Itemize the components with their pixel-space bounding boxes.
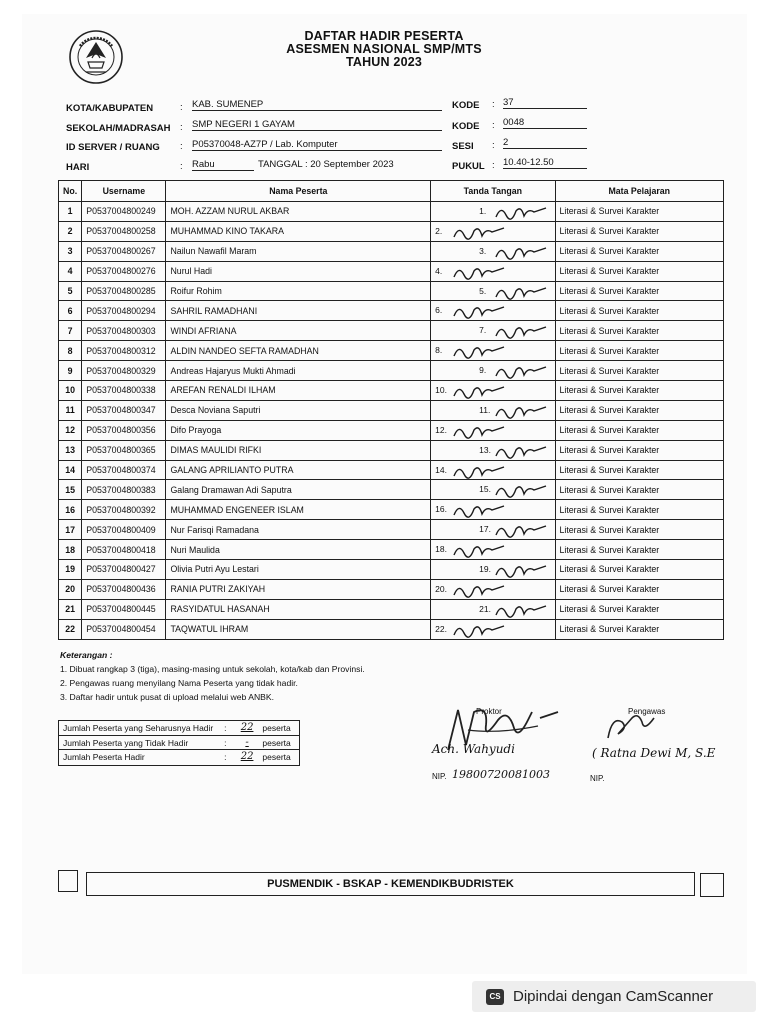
cell-no: 1 [59, 202, 82, 222]
table-row [59, 579, 724, 599]
cell-no: 16 [59, 500, 82, 520]
cell-nama: Nur Farisqi Ramadana [166, 520, 431, 540]
handwritten-signature [493, 402, 549, 420]
kota-value: KAB. SUMENEP [192, 99, 442, 111]
signature-number: 8. [435, 345, 443, 356]
cell-no: 17 [59, 520, 82, 540]
cell-nama: Galang Dramawan Adi Saputra [166, 480, 431, 500]
signature-number: 12. [435, 424, 447, 435]
cell-mata-pelajaran: Literasi & Survei Karakter [555, 440, 724, 460]
summary-colon: : [224, 752, 227, 762]
signature-number: 18. [435, 544, 447, 555]
cell-username: P0537004800294 [82, 301, 166, 321]
cell-nama: RANIA PUTRI ZAKIYAH [166, 579, 431, 599]
handwritten-signature [451, 621, 507, 639]
kode2-colon: : [492, 120, 495, 131]
kode1-label: KODE [452, 100, 480, 111]
pengawas-name: ( Ratna Dewi M, S.E [592, 746, 716, 760]
sekolah-colon: : [180, 122, 183, 133]
kota-label: KOTA/KABUPATEN [66, 103, 154, 114]
signature-number: 13. [479, 444, 491, 455]
cell-nama: Nurul Hadi [166, 261, 431, 281]
table-row [59, 460, 724, 480]
cell-nama: Roifur Rohim [166, 281, 431, 301]
signature-number: 3. [479, 245, 487, 256]
handwritten-signature [451, 263, 507, 281]
cell-nama: MOH. AZZAM NURUL AKBAR [166, 202, 431, 222]
table-row [59, 420, 724, 440]
cell-mata-pelajaran: Literasi & Survei Karakter [555, 460, 724, 480]
cell-no: 21 [59, 599, 82, 619]
cell-username: P0537004800374 [82, 460, 166, 480]
table-row [59, 321, 724, 341]
handwritten-signature [451, 342, 507, 360]
camscanner-watermark [472, 981, 756, 1012]
cell-no: 4 [59, 261, 82, 281]
handwritten-signature [451, 302, 507, 320]
cell-no: 6 [59, 301, 82, 321]
cell-nama: TAQWATUL IHRAM [166, 619, 431, 639]
header-no: No. [59, 181, 82, 202]
handwritten-signature [493, 243, 549, 261]
cell-mata-pelajaran: Literasi & Survei Karakter [555, 261, 724, 281]
cell-nama: Difo Prayoga [166, 420, 431, 440]
cell-nama: ALDIN NANDEO SEFTA RAMADHAN [166, 341, 431, 361]
summary-value: - [245, 736, 249, 748]
table-body [59, 202, 724, 640]
cell-signature [431, 460, 555, 480]
hari-value: Rabu [192, 159, 254, 171]
cell-username: P0537004800303 [82, 321, 166, 341]
note-item: 3. Daftar hadir untuk pusat di upload melalui web ANBK. [60, 692, 275, 702]
signature-number: 2. [435, 225, 443, 236]
table-row [59, 381, 724, 401]
cell-mata-pelajaran: Literasi & Survei Karakter [555, 420, 724, 440]
hari-label: HARI [66, 162, 90, 173]
summary-colon: : [224, 723, 227, 733]
cell-no: 19 [59, 560, 82, 580]
summary-label: Jumlah Peserta yang Tidak Hadir [63, 737, 189, 748]
cell-nama: RASYIDATUL HASANAH [166, 599, 431, 619]
summary-label: Jumlah Peserta Hadir [63, 752, 145, 762]
sesi-label: SESI [452, 141, 474, 152]
proktor-nip-label: NIP. [432, 772, 447, 781]
cell-mata-pelajaran: Literasi & Survei Karakter [555, 361, 724, 381]
cell-no: 14 [59, 460, 82, 480]
cell-no: 9 [59, 361, 82, 381]
summary-row [59, 721, 299, 736]
table-row [59, 301, 724, 321]
header-username: Username [82, 181, 166, 202]
cell-username: P0537004800445 [82, 599, 166, 619]
signature-number: 9. [479, 365, 487, 376]
kota-colon: : [180, 102, 183, 113]
table-row [59, 341, 724, 361]
handwritten-signature [451, 581, 507, 599]
pengawas-nip-label: NIP. [590, 774, 605, 783]
cell-no: 18 [59, 540, 82, 560]
cell-username: P0537004800249 [82, 202, 166, 222]
footer-bar: PUSMENDIK - BSKAP - KEMENDIKBUDRISTEK [86, 872, 695, 896]
document-title [0, 30, 768, 69]
cell-nama: DIMAS MAULIDI RIFKI [166, 440, 431, 460]
table-row [59, 241, 724, 261]
cell-mata-pelajaran: Literasi & Survei Karakter [555, 480, 724, 500]
cell-signature [431, 560, 555, 580]
signature-number: 11. [479, 404, 491, 415]
cell-signature [431, 400, 555, 420]
cell-signature [431, 520, 555, 540]
cell-nama: AREFAN RENALDI ILHAM [166, 381, 431, 401]
table-row [59, 361, 724, 381]
footer-box-left [58, 870, 78, 892]
cell-mata-pelajaran: Literasi & Survei Karakter [555, 400, 724, 420]
note-item: 2. Pengawas ruang menyilang Nama Peserta yang tidak hadir. [60, 678, 298, 688]
title-line-3: TAHUN 2023 [345, 55, 423, 69]
cell-signature [431, 321, 555, 341]
cell-mata-pelajaran: Literasi & Survei Karakter [555, 540, 724, 560]
server-value: P05370048-AZ7P / Lab. Komputer [192, 139, 442, 151]
table-row [59, 400, 724, 420]
pengawas-label: Pengawas [628, 707, 666, 716]
table-row [59, 221, 724, 241]
cell-username: P0537004800454 [82, 619, 166, 639]
table-row [59, 520, 724, 540]
cell-no: 5 [59, 281, 82, 301]
cell-nama: Desca Noviana Saputri [166, 400, 431, 420]
summary-value: 22 [240, 722, 254, 733]
cell-signature [431, 202, 555, 222]
pukul-value: 10.40-12.50 [503, 157, 587, 169]
handwritten-signature [493, 521, 549, 539]
handwritten-signature [451, 382, 507, 400]
kode1-colon: : [492, 99, 495, 110]
table-row [59, 202, 724, 222]
pengawas-signature [598, 708, 668, 748]
summary-unit: peserta [262, 737, 291, 748]
cell-nama: MUHAMMAD KINO TAKARA [166, 221, 431, 241]
summary-row [59, 750, 299, 765]
cell-no: 2 [59, 221, 82, 241]
cell-mata-pelajaran: Literasi & Survei Karakter [555, 341, 724, 361]
cell-username: P0537004800347 [82, 400, 166, 420]
cell-no: 13 [59, 440, 82, 460]
signature-number: 10. [435, 385, 447, 396]
sesi-value: 2 [503, 137, 587, 149]
table-header-row [59, 181, 724, 202]
handwritten-signature [451, 223, 507, 241]
signature-number: 7. [479, 325, 487, 336]
pukul-colon: : [492, 160, 495, 171]
handwritten-signature [451, 501, 507, 519]
table-row [59, 560, 724, 580]
cell-username: P0537004800409 [82, 520, 166, 540]
cell-mata-pelajaran: Literasi & Survei Karakter [555, 579, 724, 599]
tanggal-value: TANGGAL : 20 September 2023 [258, 159, 394, 170]
cell-username: P0537004800312 [82, 341, 166, 361]
cell-username: P0537004800383 [82, 480, 166, 500]
cell-nama: WINDI AFRIANA [166, 321, 431, 341]
sekolah-value: SMP NEGERI 1 GAYAM [192, 119, 442, 131]
cell-signature [431, 540, 555, 560]
notes-heading: Keterangan : [60, 650, 113, 660]
cell-signature [431, 241, 555, 261]
kode2-label: KODE [452, 121, 480, 132]
proktor-signature [428, 700, 568, 770]
handwritten-signature [493, 561, 549, 579]
proktor-label: Proktor [476, 707, 502, 716]
cell-no: 10 [59, 381, 82, 401]
signature-number: 4. [435, 265, 443, 276]
footer-box-right [700, 873, 724, 897]
cell-username: P0537004800329 [82, 361, 166, 381]
cell-nama: GALANG APRILIANTO PUTRA [166, 460, 431, 480]
cell-signature [431, 480, 555, 500]
table-row [59, 480, 724, 500]
table-row [59, 281, 724, 301]
cell-mata-pelajaran: Literasi & Survei Karakter [555, 241, 724, 261]
cell-signature [431, 599, 555, 619]
cell-signature [431, 440, 555, 460]
cell-nama: Nuri Maulida [166, 540, 431, 560]
header-mata-pelajaran: Mata Pelajaran [555, 181, 724, 202]
pukul-label: PUKUL [452, 161, 485, 172]
cell-nama: Olivia Putri Ayu Lestari [166, 560, 431, 580]
kode1-value: 37 [503, 97, 587, 109]
summary-row [59, 736, 299, 751]
proktor-nip: 19800720081003 [452, 768, 550, 781]
cell-nama: SAHRIL RAMADHANI [166, 301, 431, 321]
handwritten-signature [493, 322, 549, 340]
cell-signature [431, 420, 555, 440]
handwritten-signature [493, 481, 549, 499]
sesi-colon: : [492, 140, 495, 151]
summary-label: Jumlah Peserta yang Seharusnya Hadir [63, 723, 214, 733]
handwritten-signature [493, 203, 549, 221]
signature-number: 19. [479, 564, 491, 575]
signature-number: 16. [435, 504, 447, 515]
cell-username: P0537004800258 [82, 221, 166, 241]
cell-username: P0537004800365 [82, 440, 166, 460]
cell-signature [431, 361, 555, 381]
hari-colon: : [180, 161, 183, 172]
camscanner-icon: CS [486, 989, 504, 1005]
server-label: ID SERVER / RUANG [66, 142, 160, 153]
note-item: 1. Dibuat rangkap 3 (tiga), masing-masing untuk sekolah, kota/kab dan Provinsi. [60, 664, 365, 674]
table-row [59, 500, 724, 520]
summary-value: 22 [240, 751, 254, 762]
cell-mata-pelajaran: Literasi & Survei Karakter [555, 202, 724, 222]
header-tanda-tangan: Tanda Tangan [431, 181, 555, 202]
cell-mata-pelajaran: Literasi & Survei Karakter [555, 321, 724, 341]
proktor-name: Ach. Wahyudi [432, 742, 515, 756]
cell-no: 20 [59, 579, 82, 599]
cell-mata-pelajaran: Literasi & Survei Karakter [555, 281, 724, 301]
cell-mata-pelajaran: Literasi & Survei Karakter [555, 221, 724, 241]
signature-number: 17. [479, 524, 491, 535]
table-row [59, 599, 724, 619]
cell-mata-pelajaran: Literasi & Survei Karakter [555, 520, 724, 540]
cell-mata-pelajaran: Literasi & Survei Karakter [555, 301, 724, 321]
cell-signature [431, 301, 555, 321]
cell-username: P0537004800436 [82, 579, 166, 599]
cell-no: 22 [59, 619, 82, 639]
cell-signature [431, 381, 555, 401]
handwritten-signature [451, 462, 507, 480]
cell-mata-pelajaran: Literasi & Survei Karakter [555, 599, 724, 619]
cell-no: 8 [59, 341, 82, 361]
cell-mata-pelajaran: Literasi & Survei Karakter [555, 381, 724, 401]
signature-number: 22. [435, 623, 447, 634]
cell-username: P0537004800427 [82, 560, 166, 580]
table-row [59, 619, 724, 639]
cell-nama: Nailun Nawafil Maram [166, 241, 431, 261]
summary-unit: peserta [262, 723, 291, 733]
cell-nama: Andreas Hajaryus Mukti Ahmadi [166, 361, 431, 381]
handwritten-signature [493, 362, 549, 380]
camscanner-text: Dipindai dengan CamScanner [513, 988, 714, 1005]
handwritten-signature [493, 283, 549, 301]
cell-signature [431, 341, 555, 361]
cell-no: 11 [59, 400, 82, 420]
cell-signature [431, 221, 555, 241]
cell-mata-pelajaran: Literasi & Survei Karakter [555, 619, 724, 639]
attendance-table [58, 180, 724, 640]
notes [60, 648, 365, 704]
cell-mata-pelajaran: Literasi & Survei Karakter [555, 500, 724, 520]
cell-signature [431, 619, 555, 639]
signature-number: 5. [479, 285, 487, 296]
handwritten-signature [451, 422, 507, 440]
signature-number: 15. [479, 484, 491, 495]
cell-no: 3 [59, 241, 82, 261]
handwritten-signature [493, 601, 549, 619]
cell-username: P0537004800276 [82, 261, 166, 281]
cell-no: 7 [59, 321, 82, 341]
cell-mata-pelajaran: Literasi & Survei Karakter [555, 560, 724, 580]
cell-username: P0537004800285 [82, 281, 166, 301]
table-row [59, 261, 724, 281]
cell-username: P0537004800392 [82, 500, 166, 520]
table-row [59, 440, 724, 460]
signature-number: 1. [479, 206, 487, 216]
attendance-summary [58, 720, 300, 766]
signature-number: 21. [479, 603, 491, 614]
table-row [59, 540, 724, 560]
signature-number: 20. [435, 583, 447, 594]
summary-unit: peserta [262, 752, 291, 762]
cell-username: P0537004800267 [82, 241, 166, 261]
cell-username: P0537004800356 [82, 420, 166, 440]
cell-nama: MUHAMMAD ENGENEER ISLAM [166, 500, 431, 520]
title-line-2: ASESMEN NASIONAL SMP/MTS [286, 42, 482, 56]
header-nama: Nama Peserta [166, 181, 431, 202]
handwritten-signature [451, 541, 507, 559]
cell-signature [431, 500, 555, 520]
signature-number: 6. [435, 305, 443, 316]
cell-signature [431, 281, 555, 301]
sekolah-label: SEKOLAH/MADRASAH [66, 123, 171, 134]
cell-signature [431, 579, 555, 599]
cell-no: 15 [59, 480, 82, 500]
cell-username: P0537004800338 [82, 381, 166, 401]
summary-colon: : [224, 737, 227, 748]
cell-no: 12 [59, 420, 82, 440]
kode2-value: 0048 [503, 117, 587, 129]
handwritten-signature [493, 442, 549, 460]
cell-signature [431, 261, 555, 281]
cell-username: P0537004800418 [82, 540, 166, 560]
signature-number: 14. [435, 464, 447, 475]
server-colon: : [180, 141, 183, 152]
title-line-1: DAFTAR HADIR PESERTA [304, 29, 464, 43]
